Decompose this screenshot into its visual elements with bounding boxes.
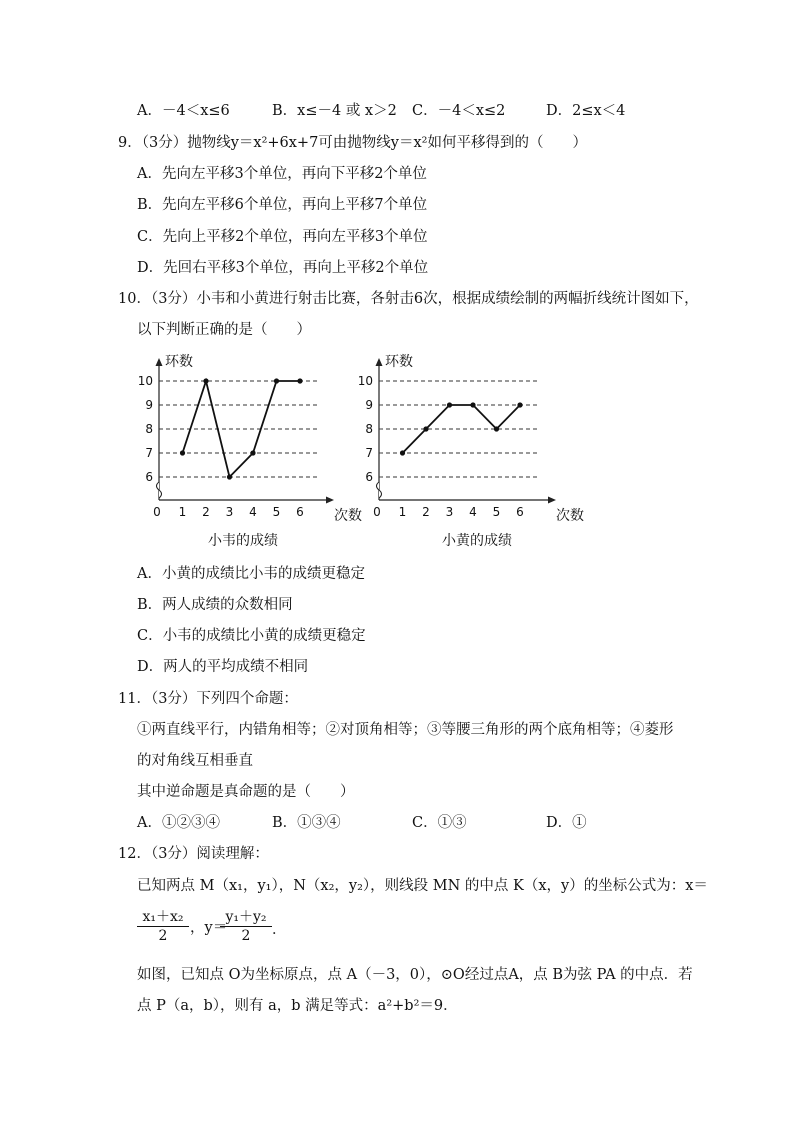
data-point [470,402,475,407]
axis-break-icon [377,482,382,498]
x-axis-arrow-icon [326,497,334,504]
x-axis-label: 次数 [334,508,362,524]
q12-line3: 点 P（a，b），则有 a，b 满足等式：a²+b²＝9． [137,998,458,1014]
axis-break-icon [157,482,162,498]
x-tick-label: 5 [492,505,501,519]
q12-line2: 如图，已知点 O为坐标原点，点 A（－3，0），⊙O经过点A，点 B为弦 PA 的中点．若 [137,967,693,983]
data-point [494,426,499,431]
x-tick-label: 1 [398,505,407,519]
x-tick-label: 0 [153,505,161,519]
y-tick-label: 10 [137,374,153,388]
y-tick-label: 7 [365,446,373,460]
x-axis-arrow-icon [548,497,556,504]
q11-option-d: D．① [546,815,587,831]
q10-stem-line2: 以下判断正确的是（ ） [137,322,311,338]
x-tick-label: 6 [296,505,304,519]
q10-stem-line1: 10．（3分）小韦和小黄进行射击比赛，各射击6次，根据成绩绘制的两幅折线统计图如下， [118,291,699,307]
x-tick-label: 3 [225,505,234,519]
y-tick-label: 6 [145,470,153,484]
q11-option-c: C．①③ [412,815,467,831]
q9-option-c: C．先向上平移2个单位，再向左平移3个单位 [137,229,428,245]
y-axis-label: 环数 [385,354,413,370]
q9-option-b: B．先向左平移6个单位，再向上平移7个单位 [137,197,428,213]
data-point [180,450,185,455]
y-tick-label: 8 [145,422,153,436]
x-tick-label: 3 [445,505,454,519]
data-point [250,450,255,455]
q11-option-a: A．①②③④ [137,815,220,831]
q8-option-b: B．x≤－4 或 x＞2 [272,103,397,119]
x-tick-label: 2 [422,505,430,519]
q9-stem: 9．（3分）抛物线y＝x²+6x+7可由抛物线y＝x²如何平移得到的（ ） [118,135,587,151]
q11-stem: 11．（3分）下列四个命题： [118,691,298,707]
y-tick-label: 9 [365,398,373,412]
q11-body-line3: 其中逆命题是真命题的是（ ） [137,784,355,800]
x-tick-label: 5 [272,505,281,519]
q10-charts [0,0,794,560]
q11-body-line1: ①两直线平行，内错角相等；②对顶角相等；③等腰三角形的两个底角相等；④菱形 [137,722,674,738]
q10-option-a: A．小黄的成绩比小韦的成绩更稳定 [137,566,365,582]
q9-option-a: A．先向左平移3个单位，再向下平移2个单位 [137,166,427,182]
q12-fraction-y-numerator: y₁＋y₂ [220,908,272,927]
y-tick-label: 6 [365,470,373,484]
q8-option-c: C．－4＜x≤2 [412,103,506,119]
data-point [274,378,279,383]
data-point [517,402,522,407]
q12-stem: 12．（3分）阅读理解： [118,846,269,862]
data-point [423,426,428,431]
q12-line1: 已知两点 M（x₁，y₁），N（x₂，y₂），则线段 MN 的中点 K（x，y）的坐标公式为：x＝ [137,878,708,894]
y-axis-arrow-icon [376,358,383,366]
q11-option-b: B．①③④ [272,815,341,831]
q12-fraction-x-denominator: 2 [158,928,168,944]
data-point [227,474,232,479]
data-point [400,450,405,455]
y-axis-arrow-icon [156,358,163,366]
q12-fraction-y-denominator: 2 [241,928,251,944]
q12-period: ． [272,922,287,938]
x-tick-label: 4 [249,505,257,519]
data-point [297,378,302,383]
q10-option-b: B．两人成绩的众数相同 [137,597,293,613]
y-tick-label: 9 [145,398,153,412]
q12-fraction-x-numerator: x₁＋x₂ [137,908,189,927]
x-tick-label: 1 [178,505,187,519]
chart-title: 小韦的成绩 [208,533,278,549]
y-tick-label: 7 [145,446,153,460]
q12-fraction-x [137,908,189,945]
q11-options [0,813,794,833]
data-point [203,378,208,383]
x-tick-label: 2 [202,505,210,519]
q10-option-d: D．两人的平均成绩不相同 [137,659,309,675]
q9-option-d: D．先回右平移3个单位，再向上平移2个单位 [137,260,429,276]
series-line [183,381,301,477]
y-axis-label: 环数 [165,354,193,370]
q8-option-a: A．－4＜x≤6 [137,103,230,119]
x-tick-label: 0 [373,505,381,519]
q11-body-line2: 的对角线互相垂直 [137,753,253,769]
q10-option-c: C．小韦的成绩比小黄的成绩更稳定 [137,628,366,644]
x-tick-label: 6 [516,505,524,519]
q8-option-d: D．2≤x＜4 [546,103,626,119]
x-tick-label: 4 [469,505,477,519]
chart-title: 小黄的成绩 [442,533,512,549]
series-line [403,405,521,453]
q12-fraction-y [220,908,272,945]
x-axis-label: 次数 [556,508,584,524]
data-point [447,402,452,407]
y-tick-label: 8 [365,422,373,436]
q12-y-equals: ，y＝ [190,920,228,936]
y-tick-label: 10 [357,374,373,388]
